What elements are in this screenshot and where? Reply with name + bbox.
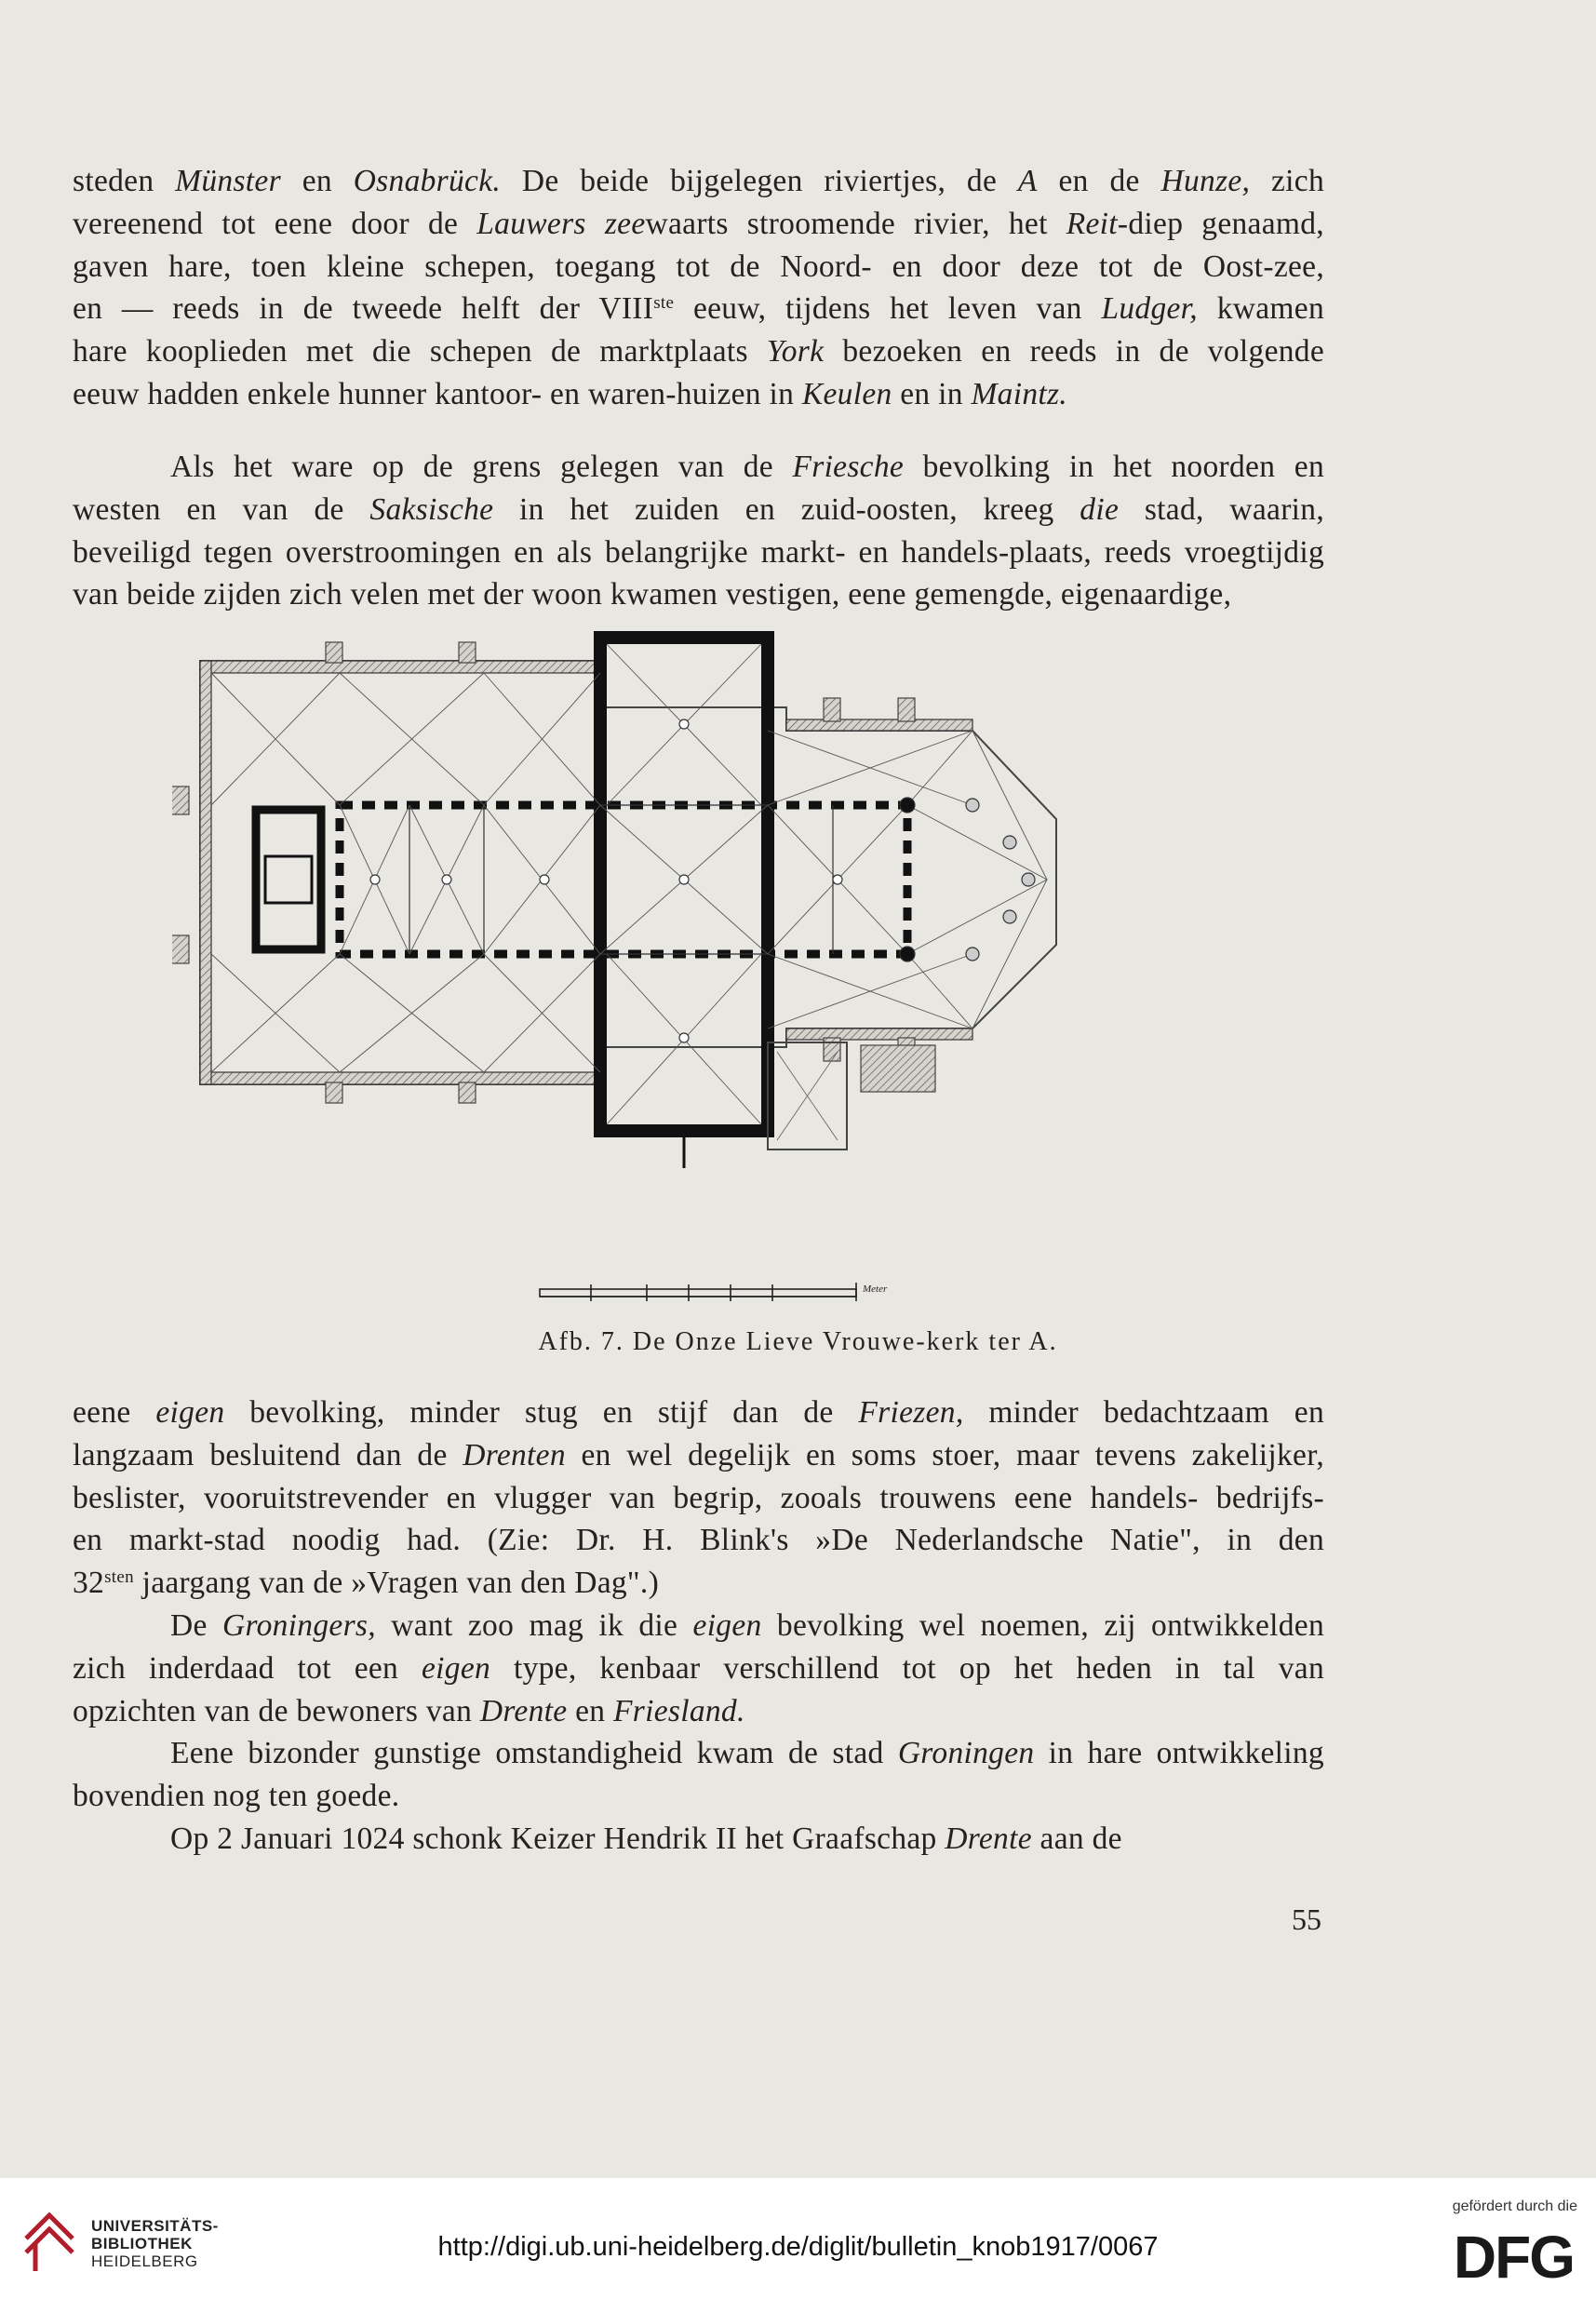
scale-bar [535,1275,907,1312]
text-line: beslister, vooruitstrevender en vlugger van begrip, zooals trouwens eene handels- bedrijfs- [73,1480,1324,1515]
text-line: gaven hare, toen kleine schepen, toegang tot de Noord- en door deze tot de Oost-zee, [73,249,1324,284]
library-name-line3: HEIDELBERG [91,2252,198,2270]
text-line: westen en van de Saksische in het zuiden en zuid-oosten, kreeg die stad, waarin, [73,491,1324,527]
text-line: Als het ware op de grens gelegen van de Friesche bevolking in het noorden en [170,450,1324,484]
text-line: Op 2 Januari 1024 schonk Keizer Hendrik II het Graafschap Drente aan de [170,1822,1122,1856]
paragraph-6 [73,1818,1324,1861]
figure-caption: Afb. 7. De Onze Lieve Vrouwe-kerk ter A. [538,1327,1058,1356]
text-line: bovendien nog ten goede. [73,1778,400,1813]
text-line: van beide zijden zich velen met der woon kwamen vestigen, eene gemengde, eigenaardige, [73,577,1232,612]
paragraph-4 [73,1605,1324,1732]
paragraph-5 [73,1732,1324,1818]
text-line: langzaam besluitend dan de Drenten en wel degelijk en soms stoer, maar tevens zakelijker, [73,1437,1324,1472]
text-line: steden Münster en Osnabrück. De beide bijgelegen riviertjes, de A en de Hunze, zich [73,164,1324,198]
church-floor-plan [172,619,1224,1215]
paragraph-2 [73,446,1324,616]
text-line: en markt-stad noodig had. (Zie: Dr. H. Blink's »De Nederlandsche Natie", in den [73,1523,1324,1558]
library-name-line2: BIBLIOTHEK [91,2235,193,2252]
paragraph-3 [73,1392,1324,1605]
text-line: opzichten van de bewoners van Drente en Friesland. [73,1693,745,1728]
text-line: zich inderdaad tot een eigen type, kenbaar verschillend tot op het heden in tal van [73,1650,1324,1686]
source-url-link[interactable]: http://digi.ub.uni-heidelberg.de/diglit/bulletin_knob1917/0067 [437,2232,1159,2262]
text-line: $32^{sten}$ jaargang van de »Vragen van den Dag".) [73,1566,660,1601]
text-line: eeuw hadden enkele hunner kantoor- en waren-huizen in Keulen en in Maintz. [73,376,1067,411]
text-line: beveiligd tegen overstroomingen en als belangrijke markt- en handels-plaats, reeds vroegtijdig [73,534,1324,570]
funding-label: gefördert durch die [1452,2198,1577,2214]
library-name-line1: UNIVERSITÄTS- [91,2217,219,2235]
footer-bar [0,2178,1596,2299]
dfg-logo: DFG [1453,2224,1574,2291]
text-line: en — reeds in de tweede helft der VIIIste eeuw, tijdens het leven van Ludger, kwamen [73,291,1324,327]
text-line: hare kooplieden met die schepen de marktplaats York bezoeken en reeds in de volgende [73,334,1324,370]
text-line: De Groningers, want zoo mag ik die eigen bevolking wel noemen, zij ontwikkelden [170,1608,1324,1643]
page-number: 55 [1292,1902,1321,1936]
paragraph-1 [73,160,1324,416]
scale-unit-label: Meter [863,1284,888,1295]
text-line: Eene bizonder gunstige omstandigheid kwam de stad Groningen in hare ontwikkeling [170,1736,1324,1770]
text-line: eene eigen bevolking, minder stug en stijf dan de Friezen, minder bedachtzaam en [73,1395,1324,1430]
text-line: vereenend tot eene door de Lauwers zeewaarts stroomende rivier, het Reit-diep genaamd, [73,206,1324,241]
